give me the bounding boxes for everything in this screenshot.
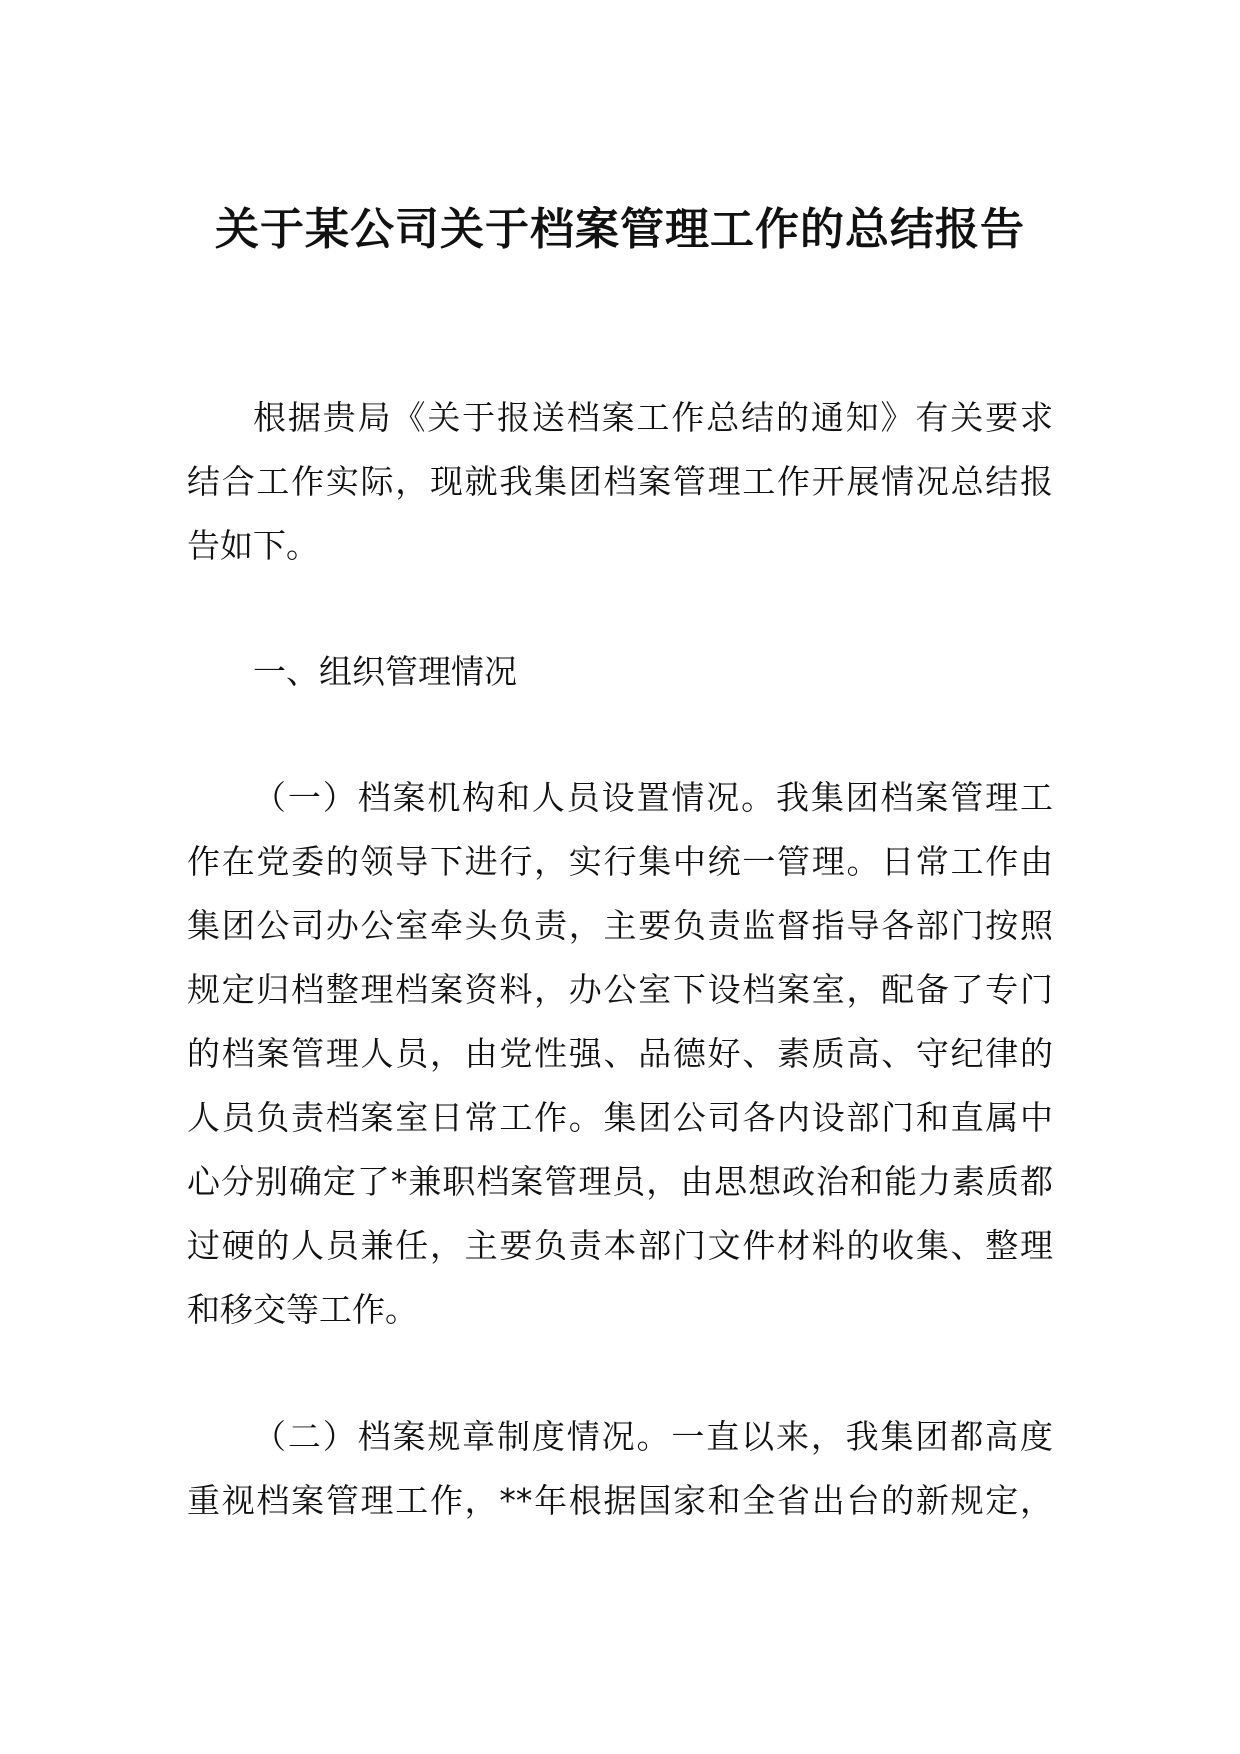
intro-line-2: 结合工作实际，现就我集团档案管理工作开展情况总结报 <box>187 462 1053 501</box>
section-heading-1: 一、组织管理情况 <box>253 652 517 691</box>
intro-line-1: 根据贵局《关于报送档案工作总结的通知》有关要求 <box>253 398 1053 437</box>
sub1-line-3: 集团公司办公室牵头负责，主要负责监督指导各部门按照 <box>187 906 1053 945</box>
sub1-line-1: （一）档案机构和人员设置情况。我集团档案管理工 <box>253 778 1053 817</box>
sub1-line-2: 作在党委的领导下进行，实行集中统一管理。日常工作由 <box>187 842 1053 881</box>
sub2-line-2: 重视档案管理工作，**年根据国家和全省出台的新规定， <box>187 1481 1053 1520</box>
sub1-line-7: 心分别确定了*兼职档案管理员，由思想政治和能力素质都 <box>187 1162 1053 1201</box>
sub1-line-8: 过硬的人员兼任，主要负责本部门文件材料的收集、整理 <box>187 1226 1053 1265</box>
sub1-line-6: 人员负责档案室日常工作。集团公司各内设部门和直属中 <box>187 1098 1053 1137</box>
sub1-line-5: 的档案管理人员，由党性强、品德好、素质高、守纪律的 <box>187 1034 1053 1073</box>
sub2-line-1: （二）档案规章制度情况。一直以来，我集团都高度 <box>253 1417 1053 1456</box>
intro-line-3: 告如下。 <box>187 526 319 565</box>
sub1-line-9: 和移交等工作。 <box>187 1290 418 1329</box>
document-title: 关于某公司关于档案管理工作的总结报告 <box>215 204 1025 255</box>
sub1-line-4: 规定归档整理档案资料，办公室下设档案室，配备了专门 <box>187 970 1053 1009</box>
